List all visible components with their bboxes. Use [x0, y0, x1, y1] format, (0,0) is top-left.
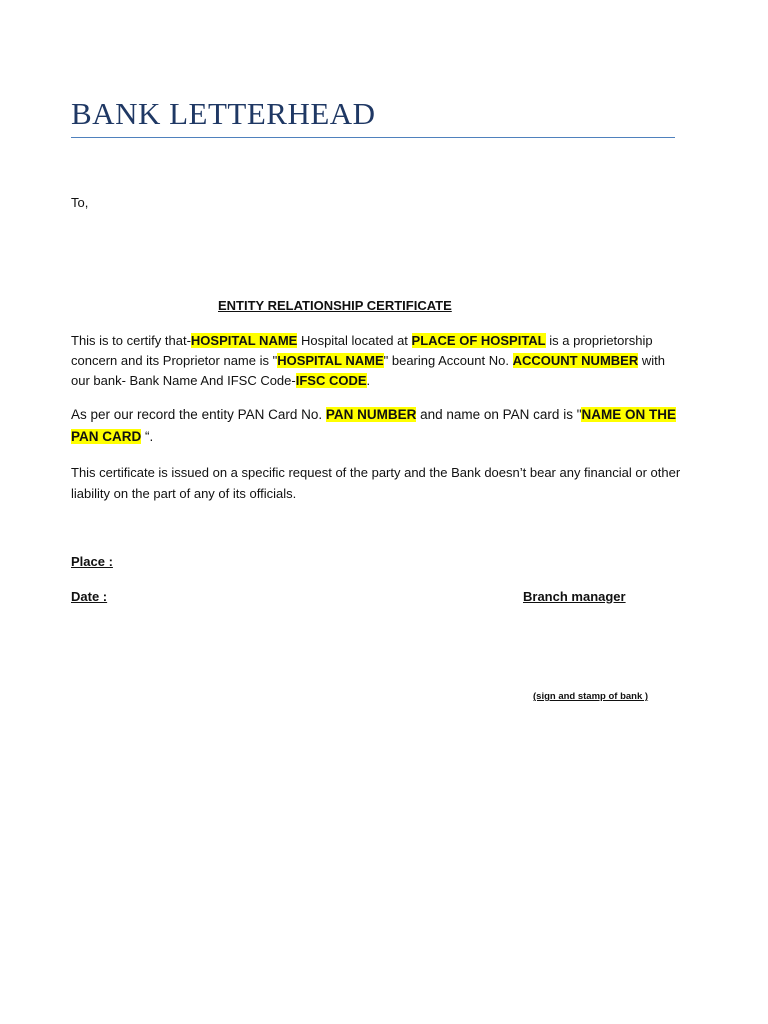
- placeholder-place-of-hospital: PLACE OF HOSPITAL: [411, 333, 546, 348]
- paragraph-pan-record: [71, 404, 681, 448]
- placeholder-account-number: ACCOUNT NUMBER: [512, 353, 639, 368]
- text: .: [366, 373, 371, 388]
- placeholder-pan-number: PAN NUMBER: [325, 407, 417, 422]
- paragraph-certification: [71, 331, 681, 391]
- letterhead-title: BANK LETTERHEAD: [71, 96, 376, 131]
- text: is a proprietorship concern and its Proprietor name is ": [71, 333, 653, 368]
- placeholder-hospital-name: HOSPITAL NAME: [277, 353, 384, 368]
- salutation: To,: [71, 195, 89, 210]
- placeholder-hospital-name: HOSPITAL NAME: [190, 333, 298, 348]
- date-label: Date :: [71, 589, 108, 604]
- place-label: Place :: [71, 554, 113, 569]
- text: Hospital located at: [297, 333, 412, 348]
- signatory-label: Branch manager: [523, 589, 626, 604]
- placeholder-name-on-pan-card: NAME ON THE PAN CARD: [71, 407, 676, 444]
- text: with our bank- Bank Name And IFSC Code-: [71, 353, 665, 388]
- text: As per our record the entity PAN Card No.: [71, 407, 326, 422]
- text: and name on PAN card is ": [416, 407, 582, 422]
- stamp-note: (sign and stamp of bank ): [533, 691, 649, 702]
- letterhead-rule: [71, 137, 675, 138]
- text: “.: [141, 429, 154, 444]
- paragraph-disclaimer: This certificate is issued on a specific request of the party and the Bank doesn’t bear any financial or other liability on the part of any of its officials.: [71, 465, 681, 501]
- placeholder-ifsc-code: IFSC CODE: [295, 373, 367, 388]
- text: This is to certify that-: [71, 333, 191, 348]
- text: " bearing Account No.: [383, 353, 513, 368]
- certificate-title: ENTITY RELATIONSHIP CERTIFICATE: [218, 298, 452, 313]
